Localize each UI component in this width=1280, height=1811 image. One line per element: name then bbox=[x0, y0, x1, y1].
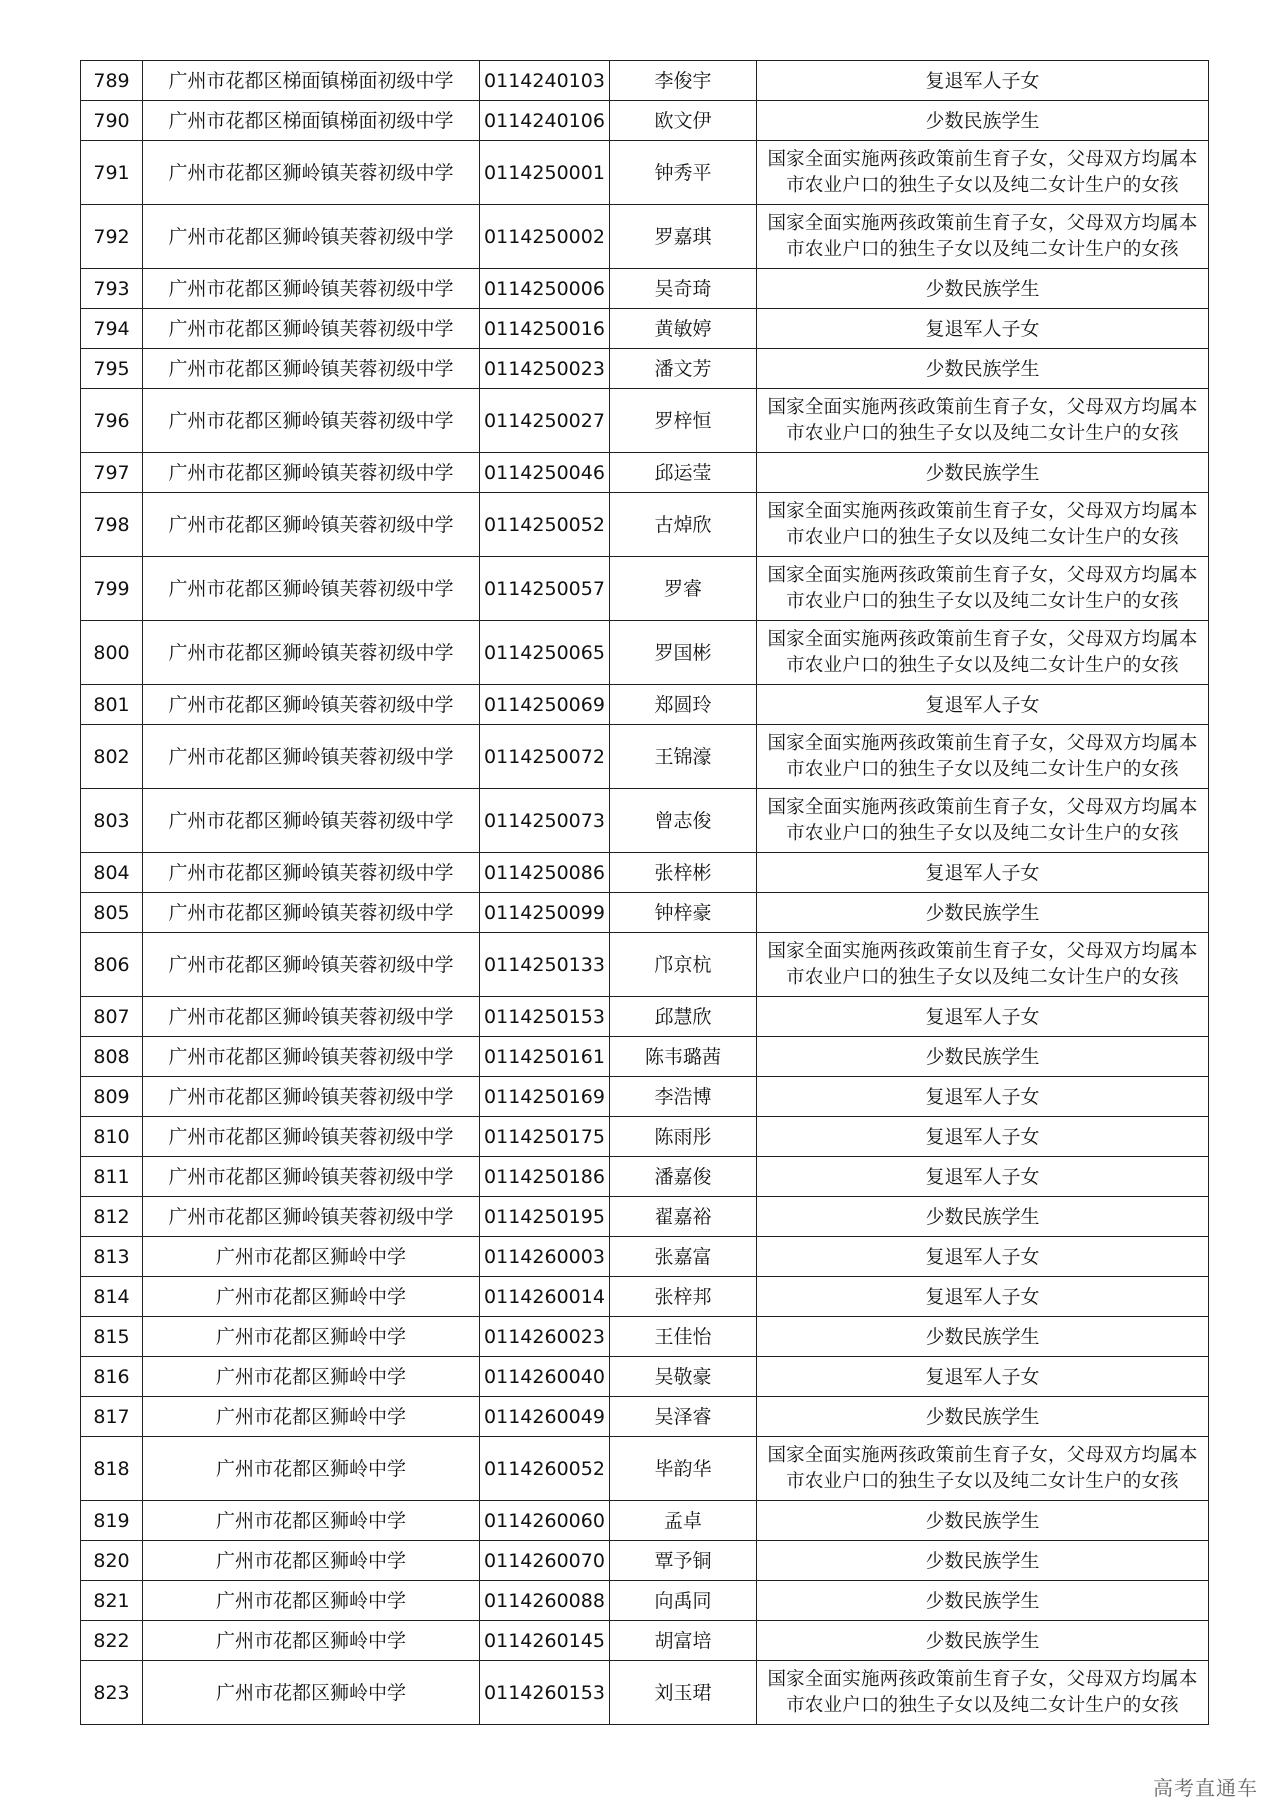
category-cell: 复退军人子女 bbox=[757, 1357, 1209, 1397]
student-id-cell: 0114260145 bbox=[480, 1621, 610, 1661]
student-name-cell: 吴敬豪 bbox=[610, 1357, 757, 1397]
category-cell: 少数民族学生 bbox=[757, 1037, 1209, 1077]
school-name-cell: 广州市花都区狮岭中学 bbox=[143, 1237, 480, 1277]
student-name-cell: 罗梓恒 bbox=[610, 389, 757, 453]
category-cell: 复退军人子女 bbox=[757, 1277, 1209, 1317]
table-row bbox=[81, 269, 1209, 309]
row-number-cell: 800 bbox=[81, 621, 143, 685]
student-name-cell: 王锦濠 bbox=[610, 725, 757, 789]
table-row bbox=[81, 725, 1209, 789]
category-cell: 国家全面实施两孩政策前生育子女，父母双方均属本市农业户口的独生子女以及纯二女计生户的女孩 bbox=[757, 1661, 1209, 1725]
school-name-cell: 广州市花都区狮岭镇芙蓉初级中学 bbox=[143, 725, 480, 789]
row-number-cell: 803 bbox=[81, 789, 143, 853]
category-cell: 少数民族学生 bbox=[757, 1621, 1209, 1661]
row-number-cell: 818 bbox=[81, 1437, 143, 1501]
row-number-cell: 799 bbox=[81, 557, 143, 621]
category-cell: 国家全面实施两孩政策前生育子女，父母双方均属本市农业户口的独生子女以及纯二女计生户的女孩 bbox=[757, 933, 1209, 997]
student-name-cell: 陈雨彤 bbox=[610, 1117, 757, 1157]
table-row bbox=[81, 1501, 1209, 1541]
student-id-cell: 0114250086 bbox=[480, 853, 610, 893]
student-name-cell: 吴泽睿 bbox=[610, 1397, 757, 1437]
row-number-cell: 802 bbox=[81, 725, 143, 789]
category-cell: 少数民族学生 bbox=[757, 893, 1209, 933]
student-id-cell: 0114260052 bbox=[480, 1437, 610, 1501]
student-id-cell: 0114250057 bbox=[480, 557, 610, 621]
roster-body bbox=[81, 61, 1209, 1725]
student-name-cell: 陈韦璐茜 bbox=[610, 1037, 757, 1077]
row-number-cell: 793 bbox=[81, 269, 143, 309]
table-row bbox=[81, 101, 1209, 141]
category-cell: 国家全面实施两孩政策前生育子女，父母双方均属本市农业户口的独生子女以及纯二女计生户的女孩 bbox=[757, 389, 1209, 453]
school-name-cell: 广州市花都区狮岭中学 bbox=[143, 1661, 480, 1725]
student-id-cell: 0114250175 bbox=[480, 1117, 610, 1157]
table-row bbox=[81, 1661, 1209, 1725]
row-number-cell: 792 bbox=[81, 205, 143, 269]
student-roster-table bbox=[80, 60, 1209, 1725]
category-cell: 复退军人子女 bbox=[757, 1117, 1209, 1157]
student-id-cell: 0114260049 bbox=[480, 1397, 610, 1437]
student-name-cell: 罗国彬 bbox=[610, 621, 757, 685]
row-number-cell: 817 bbox=[81, 1397, 143, 1437]
student-name-cell: 毕韵华 bbox=[610, 1437, 757, 1501]
table-row bbox=[81, 1541, 1209, 1581]
student-id-cell: 0114240103 bbox=[480, 61, 610, 101]
student-id-cell: 0114260040 bbox=[480, 1357, 610, 1397]
table-row bbox=[81, 1277, 1209, 1317]
category-cell: 少数民族学生 bbox=[757, 101, 1209, 141]
category-cell: 国家全面实施两孩政策前生育子女，父母双方均属本市农业户口的独生子女以及纯二女计生户的女孩 bbox=[757, 725, 1209, 789]
category-cell: 国家全面实施两孩政策前生育子女，父母双方均属本市农业户口的独生子女以及纯二女计生户的女孩 bbox=[757, 1437, 1209, 1501]
student-name-cell: 邱慧欣 bbox=[610, 997, 757, 1037]
row-number-cell: 798 bbox=[81, 493, 143, 557]
category-cell: 复退军人子女 bbox=[757, 1237, 1209, 1277]
student-id-cell: 0114250153 bbox=[480, 997, 610, 1037]
student-name-cell: 刘玉珺 bbox=[610, 1661, 757, 1725]
student-id-cell: 0114260014 bbox=[480, 1277, 610, 1317]
category-cell: 国家全面实施两孩政策前生育子女，父母双方均属本市农业户口的独生子女以及纯二女计生户的女孩 bbox=[757, 141, 1209, 205]
row-number-cell: 811 bbox=[81, 1157, 143, 1197]
school-name-cell: 广州市花都区狮岭镇芙蓉初级中学 bbox=[143, 309, 480, 349]
student-id-cell: 0114250023 bbox=[480, 349, 610, 389]
table-row bbox=[81, 853, 1209, 893]
category-cell: 复退军人子女 bbox=[757, 1157, 1209, 1197]
student-id-cell: 0114250046 bbox=[480, 453, 610, 493]
school-name-cell: 广州市花都区狮岭镇芙蓉初级中学 bbox=[143, 205, 480, 269]
table-row bbox=[81, 557, 1209, 621]
row-number-cell: 812 bbox=[81, 1197, 143, 1237]
row-number-cell: 794 bbox=[81, 309, 143, 349]
row-number-cell: 820 bbox=[81, 1541, 143, 1581]
school-name-cell: 广州市花都区狮岭镇芙蓉初级中学 bbox=[143, 453, 480, 493]
row-number-cell: 796 bbox=[81, 389, 143, 453]
table-row bbox=[81, 1197, 1209, 1237]
school-name-cell: 广州市花都区狮岭镇芙蓉初级中学 bbox=[143, 493, 480, 557]
student-id-cell: 0114260070 bbox=[480, 1541, 610, 1581]
table-row bbox=[81, 1581, 1209, 1621]
row-number-cell: 797 bbox=[81, 453, 143, 493]
school-name-cell: 广州市花都区梯面镇梯面初级中学 bbox=[143, 101, 480, 141]
student-id-cell: 0114260003 bbox=[480, 1237, 610, 1277]
table-row bbox=[81, 453, 1209, 493]
table-row bbox=[81, 1357, 1209, 1397]
school-name-cell: 广州市花都区狮岭镇芙蓉初级中学 bbox=[143, 685, 480, 725]
student-id-cell: 0114250016 bbox=[480, 309, 610, 349]
student-id-cell: 0114250186 bbox=[480, 1157, 610, 1197]
row-number-cell: 807 bbox=[81, 997, 143, 1037]
student-name-cell: 李俊宇 bbox=[610, 61, 757, 101]
school-name-cell: 广州市花都区狮岭中学 bbox=[143, 1397, 480, 1437]
student-id-cell: 0114260023 bbox=[480, 1317, 610, 1357]
school-name-cell: 广州市花都区狮岭镇芙蓉初级中学 bbox=[143, 853, 480, 893]
category-cell: 复退军人子女 bbox=[757, 997, 1209, 1037]
table-row bbox=[81, 789, 1209, 853]
category-cell: 复退军人子女 bbox=[757, 61, 1209, 101]
student-id-cell: 0114260060 bbox=[480, 1501, 610, 1541]
table-row bbox=[81, 1037, 1209, 1077]
row-number-cell: 790 bbox=[81, 101, 143, 141]
student-id-cell: 0114250052 bbox=[480, 493, 610, 557]
student-name-cell: 曾志俊 bbox=[610, 789, 757, 853]
table-row bbox=[81, 1621, 1209, 1661]
school-name-cell: 广州市花都区狮岭镇芙蓉初级中学 bbox=[143, 933, 480, 997]
school-name-cell: 广州市花都区狮岭镇芙蓉初级中学 bbox=[143, 141, 480, 205]
school-name-cell: 广州市花都区狮岭镇芙蓉初级中学 bbox=[143, 1077, 480, 1117]
student-name-cell: 李浩博 bbox=[610, 1077, 757, 1117]
student-name-cell: 欧文伊 bbox=[610, 101, 757, 141]
student-id-cell: 0114250161 bbox=[480, 1037, 610, 1077]
school-name-cell: 广州市花都区狮岭中学 bbox=[143, 1541, 480, 1581]
student-id-cell: 0114250073 bbox=[480, 789, 610, 853]
table-row bbox=[81, 997, 1209, 1037]
table-row bbox=[81, 1437, 1209, 1501]
category-cell: 复退军人子女 bbox=[757, 1077, 1209, 1117]
category-cell: 复退军人子女 bbox=[757, 853, 1209, 893]
student-id-cell: 0114250002 bbox=[480, 205, 610, 269]
category-cell: 少数民族学生 bbox=[757, 1397, 1209, 1437]
category-cell: 国家全面实施两孩政策前生育子女，父母双方均属本市农业户口的独生子女以及纯二女计生户的女孩 bbox=[757, 205, 1209, 269]
student-name-cell: 覃予铜 bbox=[610, 1541, 757, 1581]
student-name-cell: 钟梓豪 bbox=[610, 893, 757, 933]
student-name-cell: 潘文芳 bbox=[610, 349, 757, 389]
table-row bbox=[81, 141, 1209, 205]
row-number-cell: 821 bbox=[81, 1581, 143, 1621]
student-name-cell: 张嘉富 bbox=[610, 1237, 757, 1277]
category-cell: 复退军人子女 bbox=[757, 309, 1209, 349]
student-name-cell: 邝京杭 bbox=[610, 933, 757, 997]
category-cell: 少数民族学生 bbox=[757, 349, 1209, 389]
student-id-cell: 0114250001 bbox=[480, 141, 610, 205]
category-cell: 复退军人子女 bbox=[757, 685, 1209, 725]
row-number-cell: 822 bbox=[81, 1621, 143, 1661]
student-id-cell: 0114250099 bbox=[480, 893, 610, 933]
table-row bbox=[81, 1157, 1209, 1197]
school-name-cell: 广州市花都区狮岭镇芙蓉初级中学 bbox=[143, 269, 480, 309]
school-name-cell: 广州市花都区狮岭中学 bbox=[143, 1317, 480, 1357]
table-row bbox=[81, 1237, 1209, 1277]
student-id-cell: 0114250133 bbox=[480, 933, 610, 997]
school-name-cell: 广州市花都区狮岭镇芙蓉初级中学 bbox=[143, 389, 480, 453]
row-number-cell: 801 bbox=[81, 685, 143, 725]
table-row bbox=[81, 309, 1209, 349]
school-name-cell: 广州市花都区狮岭镇芙蓉初级中学 bbox=[143, 621, 480, 685]
student-name-cell: 潘嘉俊 bbox=[610, 1157, 757, 1197]
student-id-cell: 0114250169 bbox=[480, 1077, 610, 1117]
category-cell: 少数民族学生 bbox=[757, 269, 1209, 309]
school-name-cell: 广州市花都区狮岭中学 bbox=[143, 1357, 480, 1397]
row-number-cell: 806 bbox=[81, 933, 143, 997]
student-name-cell: 王佳怡 bbox=[610, 1317, 757, 1357]
school-name-cell: 广州市花都区狮岭镇芙蓉初级中学 bbox=[143, 893, 480, 933]
student-id-cell: 0114250195 bbox=[480, 1197, 610, 1237]
school-name-cell: 广州市花都区狮岭中学 bbox=[143, 1437, 480, 1501]
row-number-cell: 813 bbox=[81, 1237, 143, 1277]
school-name-cell: 广州市花都区狮岭镇芙蓉初级中学 bbox=[143, 1037, 480, 1077]
student-id-cell: 0114250072 bbox=[480, 725, 610, 789]
table-row bbox=[81, 933, 1209, 997]
student-name-cell: 吴奇琦 bbox=[610, 269, 757, 309]
student-id-cell: 0114250065 bbox=[480, 621, 610, 685]
school-name-cell: 广州市花都区梯面镇梯面初级中学 bbox=[143, 61, 480, 101]
school-name-cell: 广州市花都区狮岭镇芙蓉初级中学 bbox=[143, 557, 480, 621]
row-number-cell: 815 bbox=[81, 1317, 143, 1357]
student-name-cell: 郑圆玲 bbox=[610, 685, 757, 725]
row-number-cell: 816 bbox=[81, 1357, 143, 1397]
student-id-cell: 0114260088 bbox=[480, 1581, 610, 1621]
table-row bbox=[81, 621, 1209, 685]
student-name-cell: 黄敏婷 bbox=[610, 309, 757, 349]
student-id-cell: 0114250069 bbox=[480, 685, 610, 725]
table-row bbox=[81, 685, 1209, 725]
category-cell: 少数民族学生 bbox=[757, 453, 1209, 493]
school-name-cell: 广州市花都区狮岭镇芙蓉初级中学 bbox=[143, 349, 480, 389]
category-cell: 少数民族学生 bbox=[757, 1541, 1209, 1581]
table-row bbox=[81, 1117, 1209, 1157]
category-cell: 国家全面实施两孩政策前生育子女，父母双方均属本市农业户口的独生子女以及纯二女计生户的女孩 bbox=[757, 789, 1209, 853]
school-name-cell: 广州市花都区狮岭镇芙蓉初级中学 bbox=[143, 997, 480, 1037]
student-name-cell: 罗睿 bbox=[610, 557, 757, 621]
student-name-cell: 张梓彬 bbox=[610, 853, 757, 893]
student-name-cell: 罗嘉琪 bbox=[610, 205, 757, 269]
student-name-cell: 孟卓 bbox=[610, 1501, 757, 1541]
student-id-cell: 0114240106 bbox=[480, 101, 610, 141]
category-cell: 国家全面实施两孩政策前生育子女，父母双方均属本市农业户口的独生子女以及纯二女计生户的女孩 bbox=[757, 493, 1209, 557]
category-cell: 少数民族学生 bbox=[757, 1501, 1209, 1541]
student-name-cell: 翟嘉裕 bbox=[610, 1197, 757, 1237]
table-row bbox=[81, 61, 1209, 101]
table-row bbox=[81, 349, 1209, 389]
row-number-cell: 809 bbox=[81, 1077, 143, 1117]
row-number-cell: 789 bbox=[81, 61, 143, 101]
student-name-cell: 古焯欣 bbox=[610, 493, 757, 557]
category-cell: 国家全面实施两孩政策前生育子女，父母双方均属本市农业户口的独生子女以及纯二女计生户的女孩 bbox=[757, 557, 1209, 621]
category-cell: 少数民族学生 bbox=[757, 1581, 1209, 1621]
student-name-cell: 邱运莹 bbox=[610, 453, 757, 493]
table-row bbox=[81, 205, 1209, 269]
school-name-cell: 广州市花都区狮岭中学 bbox=[143, 1501, 480, 1541]
student-name-cell: 向禹同 bbox=[610, 1581, 757, 1621]
student-id-cell: 0114250027 bbox=[480, 389, 610, 453]
table-row bbox=[81, 893, 1209, 933]
watermark-text: 高考直通车 bbox=[1153, 1776, 1258, 1800]
row-number-cell: 814 bbox=[81, 1277, 143, 1317]
row-number-cell: 804 bbox=[81, 853, 143, 893]
school-name-cell: 广州市花都区狮岭中学 bbox=[143, 1621, 480, 1661]
table-row bbox=[81, 1317, 1209, 1357]
school-name-cell: 广州市花都区狮岭中学 bbox=[143, 1581, 480, 1621]
student-id-cell: 0114260153 bbox=[480, 1661, 610, 1725]
table-row bbox=[81, 1397, 1209, 1437]
student-name-cell: 胡富培 bbox=[610, 1621, 757, 1661]
row-number-cell: 808 bbox=[81, 1037, 143, 1077]
table-row bbox=[81, 1077, 1209, 1117]
table-row bbox=[81, 389, 1209, 453]
category-cell: 国家全面实施两孩政策前生育子女，父母双方均属本市农业户口的独生子女以及纯二女计生户的女孩 bbox=[757, 621, 1209, 685]
row-number-cell: 791 bbox=[81, 141, 143, 205]
table-row bbox=[81, 493, 1209, 557]
category-cell: 少数民族学生 bbox=[757, 1317, 1209, 1357]
row-number-cell: 819 bbox=[81, 1501, 143, 1541]
row-number-cell: 810 bbox=[81, 1117, 143, 1157]
school-name-cell: 广州市花都区狮岭镇芙蓉初级中学 bbox=[143, 1117, 480, 1157]
row-number-cell: 805 bbox=[81, 893, 143, 933]
school-name-cell: 广州市花都区狮岭镇芙蓉初级中学 bbox=[143, 1197, 480, 1237]
school-name-cell: 广州市花都区狮岭中学 bbox=[143, 1277, 480, 1317]
category-cell: 少数民族学生 bbox=[757, 1197, 1209, 1237]
student-id-cell: 0114250006 bbox=[480, 269, 610, 309]
row-number-cell: 795 bbox=[81, 349, 143, 389]
row-number-cell: 823 bbox=[81, 1661, 143, 1725]
school-name-cell: 广州市花都区狮岭镇芙蓉初级中学 bbox=[143, 789, 480, 853]
student-name-cell: 钟秀平 bbox=[610, 141, 757, 205]
student-name-cell: 张梓邦 bbox=[610, 1277, 757, 1317]
school-name-cell: 广州市花都区狮岭镇芙蓉初级中学 bbox=[143, 1157, 480, 1197]
